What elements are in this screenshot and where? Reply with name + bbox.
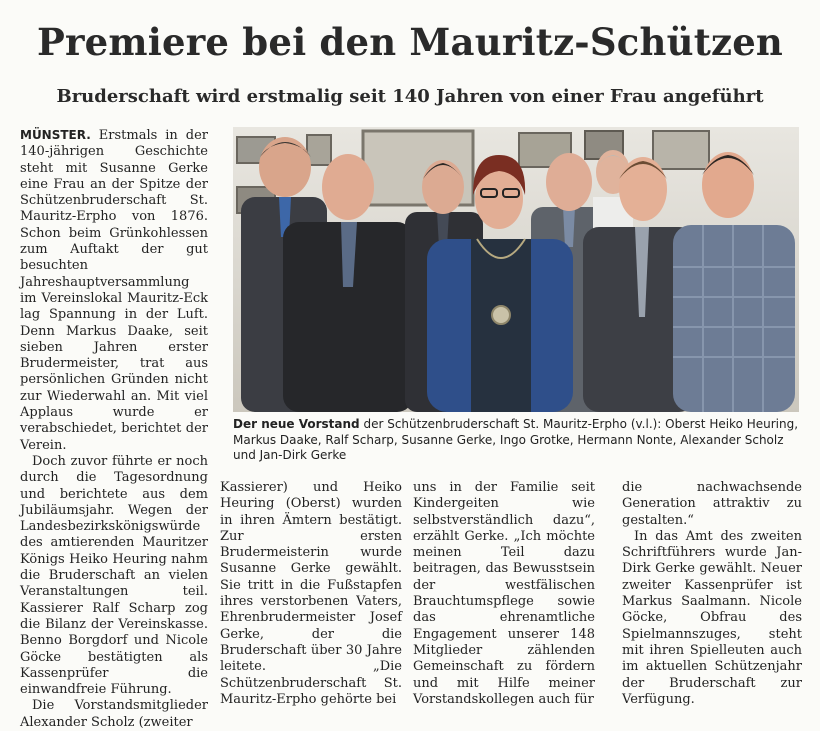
dateline: MÜNSTER. xyxy=(20,128,91,142)
paragraph: uns in der Familie seit Kindergeiten wie selbstverständlich dazu“, erzählt Gerke. „Ich möchte meinen Teil dazu beitragen, das Bewusstsein der westfälischen Brauchtumspflege sowie das ehrenamtliche Engagement unserer 148 Mitglieder zählenden Gemeinschaft zu fördern und mit Hilfe meiner Vorstandskollegen auch für xyxy=(413,480,595,707)
group-photo-illustration xyxy=(233,127,799,412)
article-column-4 xyxy=(622,480,802,708)
article-column-1 xyxy=(20,127,208,731)
person-head xyxy=(422,160,464,214)
article-column-2 xyxy=(220,480,402,708)
photo-caption xyxy=(233,417,799,464)
paragraph: Kassierer) und Heiko Heuring (Oberst) wurden in ihren Ämtern bestätigt. Zur ersten Brudermeisterin wurde Susanne Gerke gewählt. Sie tritt in die Fußstapfen ihres verstorbenen Vaters, Ehrenbrudermeister Josef Gerke, der die Bruderschaft über 30 Jahre leitete. „Die Schützenbruderschaft St. Mauritz-Erpho gehörte bei xyxy=(220,480,402,707)
person-head xyxy=(546,153,592,211)
person-head xyxy=(322,154,374,220)
paragraph xyxy=(20,127,208,454)
person-head xyxy=(259,137,311,197)
tie xyxy=(563,207,575,247)
article-headline: Premiere bei den Mauritz-Schützen xyxy=(36,20,784,64)
paragraph-text: Erstmals in der 140-jährigen Geschichte steht mit Susanne Gerke eine Frau an der Spitze der Schützenbruderschaft St. Mauritz-Erpho von 1876. Schon beim Grünkohlessen zum Auftakt der gut besuchten Jahreshauptversammlung im Vereinslokal Mauritz-Eck lag Spannung in der Luft. Denn Markus Daake, seit sieben Jahren erster Brudermeister, trat aus persönlichen Gründen nicht zur Wiederwahl an. Mit viel Applaus wurde er verabschiedet, berichtet der Verein. xyxy=(20,128,208,453)
paragraph: Die Vorstandsmitglieder Alexander Scholz (zweiter xyxy=(20,698,208,730)
paragraph: Doch zuvor führte er noch durch die Tagesordnung und berichtete aus dem Jubiläumsjahr. Wegen der Landesbezirkskönigswürde des amtierenden Mauritzer Königs Heiko Heuring nahm die Bruderschaft an vielen Veranstaltungen teil. Kassierer Ralf Scharp zog die Bilanz der Vereinskasse. Benno Borgdorf und Nicole Göcke bestätigten als Kassenprüfer die einwandfreie Führung. xyxy=(20,453,208,698)
article-subheadline: Bruderschaft wird erstmalig seit 140 Jahren von einer Frau angeführt xyxy=(56,86,764,107)
group-photo xyxy=(233,127,799,412)
article-column-3 xyxy=(413,480,595,708)
person-head xyxy=(702,152,754,218)
paragraph: die nachwachsende Generation attraktiv zu gestalten.“ xyxy=(622,480,802,528)
blouse xyxy=(471,239,531,412)
paragraph: In das Amt des zweiten Schriftführers wurde Jan-Dirk Gerke gewählt. Neuer zweiter Kassenprüfer ist Markus Saalmann. Nicole Göcke, Obfrau des Spielmannszuges, steht mit ihren Spielleuten auch im aktuellen Schützenjahr der Bruderschaft zur Verfügung. xyxy=(622,528,802,707)
wall-frame xyxy=(653,131,709,169)
medallion xyxy=(492,306,510,324)
caption-text: der Schützenbruderschaft St. Mauritz-Erpho (v.l.): Oberst Heiko Heuring, Markus Daake, Ralf Scharp, Susanne Gerke, Ingo Grotke, Hermann Nonte, Alexander Scholz und Jan-Dirk Gerke xyxy=(233,417,799,462)
person-head xyxy=(619,157,667,221)
wall-frame xyxy=(307,135,331,165)
caption-lead: Der neue Vorstand xyxy=(233,417,360,431)
